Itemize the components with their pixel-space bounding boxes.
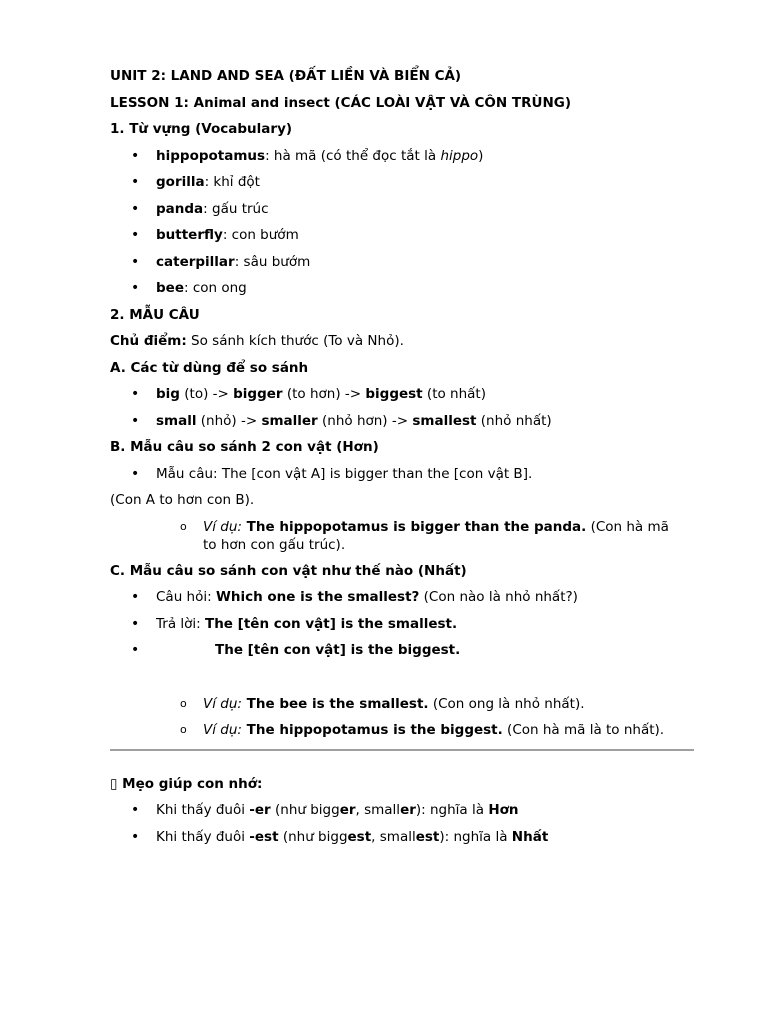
bullet: • <box>131 589 140 605</box>
example-biggest <box>203 721 664 739</box>
vocab-meaning: : hà mã (có thể đọc tắt là <box>265 148 441 164</box>
word-biggest: biggest <box>365 386 423 402</box>
text: (to nhất) <box>422 386 486 402</box>
question-line <box>156 588 578 606</box>
vocab-tail: ) <box>478 148 484 164</box>
example-label: Ví dụ: <box>203 696 242 712</box>
suffix: -est <box>249 829 279 845</box>
example-translation: (Con hà mã <box>586 519 669 535</box>
question-translation: (Con nào là nhỏ nhất?) <box>419 589 578 605</box>
text: (nhỏ hơn) -> <box>317 413 413 429</box>
suffix: er <box>400 802 416 818</box>
topic-label: Chủ điểm: <box>110 333 187 349</box>
bullet: • <box>131 386 140 402</box>
bullet: • <box>131 280 140 296</box>
example-sentence: The hippopotamus is the biggest. <box>241 722 503 738</box>
section-c-heading: C. Mẫu câu so sánh con vật như thế nào (Nhất) <box>110 563 467 579</box>
answer-line-2: The [tên con vật] is the biggest. <box>215 642 461 658</box>
vocab-item-butterfly <box>156 226 299 244</box>
bullet: • <box>131 227 140 243</box>
example-sentence: The bee is the smallest. <box>241 696 429 712</box>
sub-bullet: o <box>180 520 187 533</box>
answer-line <box>156 615 457 633</box>
example-translation: (Con ong là nhỏ nhất). <box>428 696 585 712</box>
text: (như bigg <box>278 829 348 845</box>
comparison-big <box>156 385 486 403</box>
horizontal-rule <box>110 749 694 751</box>
meaning: Hơn <box>488 802 519 818</box>
vocab-item-gorilla <box>156 173 260 191</box>
vocab-heading: 1. Từ vựng (Vocabulary) <box>110 121 293 137</box>
topic-text: So sánh kích thước (To và Nhỏ). <box>186 333 404 349</box>
tip-est <box>156 828 548 846</box>
vocab-meaning: : gấu trúc <box>203 201 269 217</box>
word-bigger: bigger <box>233 386 283 402</box>
bullet: • <box>131 413 140 429</box>
pattern-sentence: Mẫu câu: The [con vật A] is bigger than the [con vật B]. <box>156 466 533 482</box>
bullet: • <box>131 802 140 818</box>
example-label: Ví dụ: <box>203 519 242 535</box>
answer-label: Trả lời: <box>156 616 205 632</box>
text: (to) -> <box>179 386 234 402</box>
vocab-meaning: : sâu bướm <box>234 254 311 270</box>
example-label: Ví dụ: <box>203 722 242 738</box>
word-smaller: smaller <box>261 413 318 429</box>
vocab-meaning: : con ong <box>183 280 247 296</box>
vocab-short: hippo <box>440 148 479 164</box>
vocab-meaning: : con bướm <box>222 227 299 243</box>
text: (nhỏ) -> <box>196 413 262 429</box>
vocab-word: panda <box>156 201 204 217</box>
word-small: small <box>156 413 197 429</box>
vocab-item-hippopotamus <box>156 147 483 165</box>
vocab-word: bee <box>156 280 184 296</box>
section-b-heading: B. Mẫu câu so sánh 2 con vật (Hơn) <box>110 439 379 455</box>
vocab-item-panda <box>156 200 269 218</box>
tips-heading-text: Mẹo giúp con nhớ: <box>117 776 263 792</box>
bullet: • <box>131 201 140 217</box>
pattern-meaning: (Con A to hơn con B). <box>110 492 255 508</box>
suffix: est <box>415 829 440 845</box>
sub-bullet: o <box>180 697 187 710</box>
text: (nhỏ nhất) <box>476 413 552 429</box>
text: Khi thấy đuôi <box>156 802 250 818</box>
suffix: -er <box>249 802 271 818</box>
text: , small <box>355 802 401 818</box>
text: (như bigg <box>270 802 340 818</box>
bullet: • <box>131 616 140 632</box>
topic-line <box>110 332 404 350</box>
text: ): nghĩa là <box>439 829 512 845</box>
pattern-heading: 2. MẪU CÂU <box>110 307 200 323</box>
bullet: • <box>131 466 140 482</box>
sub-bullet: o <box>180 723 187 736</box>
tips-heading <box>110 775 262 793</box>
bullet: • <box>131 174 140 190</box>
vocab-word: butterfly <box>156 227 223 243</box>
suffix: er <box>339 802 356 818</box>
answer-sentence: The [tên con vật] is the smallest. <box>204 616 458 632</box>
vocab-item-bee <box>156 279 247 297</box>
question-sentence: Which one is the smallest? <box>215 589 420 605</box>
example-translation: (Con hà mã là to nhất). <box>502 722 665 738</box>
meaning: Nhất <box>511 829 549 845</box>
bullet: • <box>131 829 140 845</box>
example-smallest <box>203 695 585 713</box>
comparison-small <box>156 412 552 430</box>
bullet: • <box>131 254 140 270</box>
vocab-item-caterpillar <box>156 253 310 271</box>
text: , small <box>371 829 416 845</box>
text: Khi thấy đuôi <box>156 829 250 845</box>
bullet: • <box>131 642 140 658</box>
vocab-word: gorilla <box>156 174 205 190</box>
unit-title: UNIT 2: LAND AND SEA (ĐẤT LIỀN VÀ BIỂN CẢ) <box>110 68 462 84</box>
suffix: est <box>347 829 372 845</box>
lightbulb-icon: ▯ <box>110 776 118 792</box>
example-sentence: The hippopotamus is bigger than the panda. <box>241 519 587 535</box>
vocab-meaning: : khỉ đột <box>204 174 260 190</box>
section-a-heading: A. Các từ dùng để so sánh <box>110 360 309 376</box>
text: (to hơn) -> <box>282 386 366 402</box>
question-label: Câu hỏi: <box>156 589 216 605</box>
word-smallest: smallest <box>412 413 477 429</box>
word-big: big <box>156 386 180 402</box>
bullet: • <box>131 148 140 164</box>
lesson-title: LESSON 1: Animal and insect (CÁC LOÀI VẬT VÀ CÔN TRÙNG) <box>110 95 572 111</box>
vocab-word: caterpillar <box>156 254 235 270</box>
text: ): nghĩa là <box>415 802 489 818</box>
vocab-word: hippopotamus <box>156 148 266 164</box>
tip-er <box>156 801 519 819</box>
example-translation-cont: to hơn con gấu trúc). <box>203 537 346 553</box>
example-comparison <box>203 518 669 536</box>
